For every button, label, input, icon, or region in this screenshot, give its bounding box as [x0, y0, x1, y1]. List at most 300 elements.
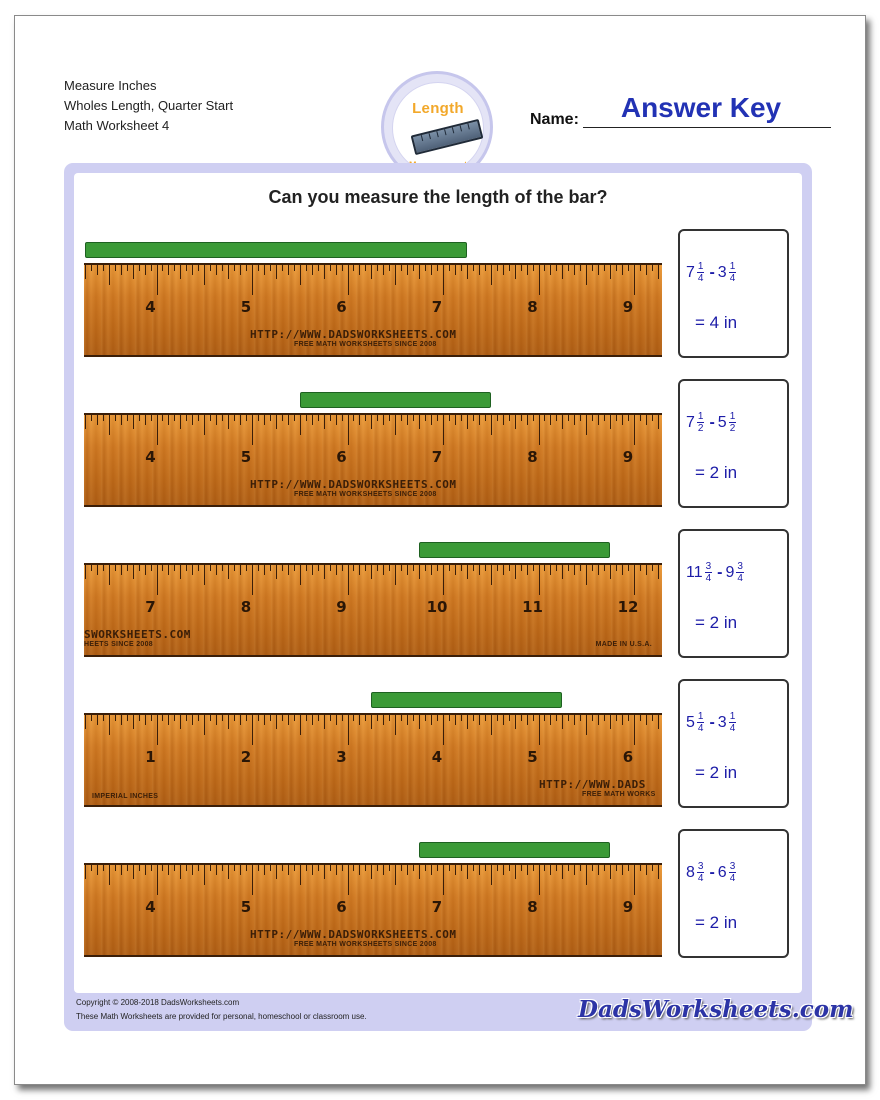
ruler-tick — [288, 565, 289, 575]
ruler-tick — [282, 415, 283, 421]
fraction-denominator: 4 — [697, 873, 704, 884]
ruler-tick — [622, 865, 623, 875]
ruler-tick — [568, 415, 569, 421]
ruler-tick — [586, 415, 587, 435]
answer-equation — [686, 261, 738, 284]
ruler-tick — [377, 865, 378, 871]
ruler-tick — [503, 715, 504, 725]
ruler-tick — [449, 865, 450, 871]
ruler-tick — [401, 715, 402, 721]
ruler-tick — [97, 715, 98, 725]
ruler-tick — [306, 565, 307, 571]
ruler-number: 4 — [145, 448, 156, 466]
ruler-tick — [270, 265, 271, 271]
ruler-tick — [168, 865, 169, 875]
ruler-tick — [294, 865, 295, 871]
ruler-tick — [634, 265, 635, 295]
ruler-tick — [652, 265, 653, 271]
ruler-tick — [109, 565, 110, 585]
ruler-tick — [145, 415, 146, 425]
ruler-tick — [533, 865, 534, 871]
ruler-tick — [610, 715, 611, 729]
ruler-number: 6 — [336, 298, 347, 316]
ruler-tick — [151, 415, 152, 421]
ruler-tick — [210, 715, 211, 721]
ruler-tick — [455, 715, 456, 725]
ruler-tick — [509, 865, 510, 871]
ruler-tick — [533, 415, 534, 421]
ruler-tick — [168, 265, 169, 275]
ruler-tick — [222, 715, 223, 721]
ruler-tick — [539, 565, 540, 595]
ruler-tick — [515, 865, 516, 879]
ruler-tick — [162, 715, 163, 721]
fraction-numerator: 1 — [697, 711, 704, 722]
ruler-tick — [365, 865, 366, 871]
ruler-tick — [85, 565, 86, 579]
ruler-tick — [515, 415, 516, 429]
ruler-tick — [598, 265, 599, 275]
ruler-tick — [210, 415, 211, 421]
ruler-tick — [186, 265, 187, 271]
ruler-url: SWORKSHEETS.COM — [84, 628, 191, 641]
ruler-tick — [485, 565, 486, 571]
ruler-tick — [127, 265, 128, 271]
ruler-tick — [240, 865, 241, 875]
ruler-tick — [574, 265, 575, 275]
ruler-tick — [658, 265, 659, 279]
ruler-tick — [270, 865, 271, 871]
ruler-tick — [491, 565, 492, 585]
ruler-tick — [467, 265, 468, 279]
name-line — [583, 127, 831, 128]
ruler-tick — [497, 715, 498, 721]
ruler-tick — [139, 865, 140, 871]
ruler-tick — [324, 865, 325, 879]
ruler-tick — [180, 415, 181, 429]
ruler-tick — [324, 415, 325, 429]
ruler-tick — [318, 865, 319, 871]
end-fraction — [697, 861, 705, 884]
ruler-tick — [312, 565, 313, 575]
wooden-ruler — [84, 413, 662, 507]
ruler-number: 3 — [336, 748, 347, 766]
ruler-tick — [300, 865, 301, 885]
ruler-tick — [210, 865, 211, 871]
ruler-number: 12 — [617, 598, 639, 616]
ruler-tick — [419, 715, 420, 729]
minus-sign: - — [709, 713, 715, 731]
end-whole: 11 — [686, 563, 703, 581]
ruler-tick — [359, 715, 360, 725]
ruler-tick — [234, 415, 235, 421]
ruler-tick — [467, 865, 468, 879]
ruler-tick — [85, 715, 86, 729]
ruler-tick — [527, 265, 528, 275]
ruler-tick — [180, 715, 181, 729]
ruler-tick — [455, 865, 456, 875]
ruler-tick — [174, 565, 175, 571]
ruler-tick — [497, 415, 498, 421]
ruler-tick — [449, 715, 450, 721]
ruler-tick — [413, 265, 414, 271]
ruler-tick — [246, 865, 247, 871]
ruler-tick — [389, 265, 390, 271]
ruler-tick — [395, 415, 396, 435]
ruler-tick — [133, 715, 134, 729]
ruler-tick — [342, 415, 343, 421]
ruler-tick — [115, 565, 116, 571]
ruler-tick — [431, 715, 432, 725]
ruler-tick — [598, 415, 599, 425]
ruler-tick — [258, 415, 259, 421]
ruler-tick — [658, 565, 659, 579]
ruler-tick — [246, 265, 247, 271]
ruler-tick — [180, 265, 181, 279]
ruler-tick — [580, 265, 581, 271]
ruler-imperial-label: IMPERIAL INCHES — [92, 793, 159, 800]
ruler-tick — [521, 565, 522, 571]
ruler-tick — [133, 265, 134, 279]
ruler-tick — [252, 865, 253, 895]
ruler-tick — [180, 565, 181, 579]
answer-equation — [686, 561, 746, 584]
ruler-tick — [336, 715, 337, 725]
ruler-tick — [109, 715, 110, 735]
ruler-number: 8 — [527, 898, 538, 916]
ruler-tick — [395, 565, 396, 585]
ruler-tick — [479, 565, 480, 575]
ruler-tick — [610, 415, 611, 429]
ruler-number: 5 — [240, 448, 252, 466]
ruler-tick — [162, 265, 163, 271]
ruler-tick — [282, 715, 283, 721]
ruler-tick — [294, 415, 295, 421]
ruler-tick — [383, 265, 384, 275]
ruler-tick — [419, 415, 420, 429]
ruler-tick — [294, 715, 295, 721]
ruler-tick — [610, 865, 611, 879]
ruler-tick — [312, 715, 313, 725]
answer-box — [678, 379, 789, 508]
ruler-tick — [270, 715, 271, 721]
ruler-tick — [485, 865, 486, 871]
ruler-tick — [258, 265, 259, 271]
start-fraction — [729, 411, 737, 434]
ruler-tick — [288, 415, 289, 425]
ruler-tick — [157, 715, 158, 745]
ruler-tick — [121, 265, 122, 275]
ruler-tick — [521, 265, 522, 271]
ruler-tick — [133, 565, 134, 579]
ruler-tick — [353, 265, 354, 271]
ruler-tick — [640, 565, 641, 571]
ruler-tick — [604, 565, 605, 571]
ruler-tick — [222, 265, 223, 271]
ruler-tick — [204, 865, 205, 885]
ruler-tick — [168, 415, 169, 425]
ruler-tick — [348, 415, 349, 445]
ruler-tick — [431, 265, 432, 275]
ruler-tick — [276, 565, 277, 579]
ruler-tick — [353, 865, 354, 871]
fraction-denominator: 4 — [705, 573, 712, 584]
ruler-tick — [616, 565, 617, 571]
ruler-tick — [586, 715, 587, 735]
ruler-tick — [324, 565, 325, 579]
ruler-tick — [616, 415, 617, 421]
wooden-ruler — [84, 263, 662, 357]
ruler-tick — [121, 715, 122, 725]
ruler-tick — [598, 565, 599, 575]
ruler-number: 6 — [622, 748, 634, 766]
ruler-tick — [539, 715, 540, 745]
ruler-tick — [252, 265, 253, 295]
fraction-numerator: 1 — [729, 261, 736, 272]
ruler-tick — [97, 415, 98, 425]
ruler-tick — [318, 415, 319, 421]
ruler-tick — [192, 265, 193, 275]
ruler-tick — [407, 565, 408, 575]
ruler-number: 8 — [527, 448, 538, 466]
ruler-tick — [121, 865, 122, 875]
ruler-tick — [491, 865, 492, 885]
ruler-tick — [443, 565, 444, 595]
ruler-tick — [204, 565, 205, 585]
ruler-tick — [509, 265, 510, 271]
ruler-tick — [592, 715, 593, 721]
start-fraction — [729, 861, 737, 884]
ruler-tick — [646, 565, 647, 575]
ruler-tick — [443, 265, 444, 295]
ruler-tick — [479, 865, 480, 875]
ruler-tick — [449, 415, 450, 421]
ruler-tick — [652, 865, 653, 871]
ruler-tick — [604, 865, 605, 871]
ruler-tick — [533, 715, 534, 721]
ruler-tick — [288, 265, 289, 275]
ruler-tick — [204, 715, 205, 735]
ruler-tick — [371, 265, 372, 279]
wooden-ruler — [84, 563, 662, 657]
ruler-tick — [318, 715, 319, 721]
ruler-tick — [198, 865, 199, 871]
ruler-tick — [228, 265, 229, 279]
ruler-tick — [568, 865, 569, 871]
ruler-tick — [491, 415, 492, 435]
answer-result: = 2 in — [695, 463, 738, 482]
ruler-tick — [377, 565, 378, 571]
ruler-tick — [455, 265, 456, 275]
end-fraction — [697, 411, 705, 434]
ruler-tick — [425, 415, 426, 421]
end-whole: 8 — [686, 863, 695, 881]
ruler-tick — [294, 265, 295, 271]
ruler-tick — [544, 865, 545, 871]
ruler-tagline: FREE MATH WORKSHEETS SINCE 2008 — [294, 491, 437, 498]
ruler-tick — [515, 715, 516, 729]
ruler-tick — [544, 565, 545, 571]
ruler-tick — [222, 415, 223, 421]
ruler-tick — [91, 265, 92, 271]
ruler-tick — [371, 865, 372, 879]
ruler-tick — [652, 415, 653, 421]
ruler-tick — [658, 865, 659, 879]
ruler-tick — [139, 715, 140, 721]
ruler-tick — [574, 865, 575, 875]
ruler-tick — [127, 865, 128, 871]
ruler-tick — [592, 565, 593, 571]
ruler-number: 6 — [336, 448, 347, 466]
answer-box — [678, 229, 789, 358]
ruler-tick — [324, 715, 325, 729]
ruler-tick — [246, 715, 247, 721]
ruler-tick — [240, 415, 241, 425]
fraction-denominator: 4 — [697, 273, 704, 284]
ruler-tick — [359, 565, 360, 575]
ruler-tick — [527, 565, 528, 575]
ruler-number: 5 — [240, 298, 252, 316]
ruler-tick — [162, 865, 163, 871]
end-whole: 5 — [686, 713, 695, 731]
ruler-tick — [592, 865, 593, 871]
ruler-url: HTTP://WWW.DADSWORKSHEETS.COM — [250, 928, 457, 941]
ruler-tick — [234, 715, 235, 721]
ruler-tick — [413, 715, 414, 721]
start-whole: 9 — [725, 563, 735, 581]
ruler-tick — [568, 265, 569, 271]
ruler-number: 2 — [240, 748, 252, 766]
ruler-tick — [252, 715, 253, 745]
ruler-tick — [395, 865, 396, 885]
ruler-tick — [246, 565, 247, 571]
ruler-tick — [586, 565, 587, 585]
ruler-tick — [395, 715, 396, 735]
ruler-tick — [365, 565, 366, 571]
ruler-tick — [240, 715, 241, 725]
start-fraction — [736, 561, 744, 584]
ruler-tick — [151, 265, 152, 271]
ruler-tick — [359, 415, 360, 425]
ruler-number: 11 — [522, 598, 543, 616]
ruler-tick — [425, 265, 426, 271]
ruler-tick — [556, 715, 557, 721]
ruler-tick — [628, 565, 629, 571]
ruler-tick — [127, 415, 128, 421]
ruler-tick — [413, 565, 414, 571]
ruler-tick — [91, 715, 92, 721]
ruler-tick — [276, 865, 277, 879]
ruler-number: 7 — [431, 298, 443, 316]
ruler-tick — [431, 565, 432, 575]
ruler-tick — [425, 715, 426, 721]
ruler-tick — [336, 415, 337, 425]
ruler-tick — [407, 415, 408, 425]
ruler-tick — [258, 565, 259, 571]
ruler-tick — [97, 865, 98, 875]
fraction-denominator: 4 — [697, 723, 704, 734]
wooden-ruler — [84, 713, 662, 807]
answer-equation — [686, 861, 738, 884]
ruler-number: 5 — [240, 898, 252, 916]
ruler-tick — [300, 715, 301, 735]
ruler-tick — [383, 565, 384, 575]
ruler-tick — [342, 265, 343, 271]
ruler-tick — [97, 565, 98, 575]
ruler-tick — [258, 715, 259, 721]
ruler-tick — [330, 565, 331, 571]
ruler-tick — [85, 865, 86, 879]
ruler-tick — [115, 865, 116, 871]
ruler-made-in: MADE IN U.S.A. — [595, 641, 652, 648]
ruler-tick — [330, 865, 331, 871]
ruler-tick — [300, 415, 301, 435]
ruler-tick — [479, 415, 480, 425]
ruler-tick — [467, 565, 468, 579]
ruler-tick — [389, 565, 390, 571]
ruler-tick — [640, 715, 641, 721]
ruler-tick — [174, 415, 175, 421]
ruler-tick — [359, 865, 360, 875]
ruler-tick — [157, 415, 158, 445]
ruler-tick — [228, 865, 229, 879]
fraction-numerator: 3 — [697, 861, 704, 872]
ruler-tick — [103, 415, 104, 421]
ruler-tick — [162, 565, 163, 571]
ruler-tick — [461, 265, 462, 271]
ruler-tick — [246, 415, 247, 421]
ruler-tick — [85, 415, 86, 429]
ruler-tick — [264, 265, 265, 275]
fraction-denominator: 4 — [729, 873, 736, 884]
answer-key-title: Answer Key — [620, 92, 782, 123]
ruler-tick — [527, 715, 528, 725]
measure-bar — [371, 692, 562, 708]
ruler-tick — [133, 865, 134, 879]
fraction-numerator: 3 — [737, 561, 743, 572]
ruler-tick — [383, 715, 384, 725]
ruler-tick — [550, 265, 551, 275]
ruler-number: 5 — [527, 748, 538, 766]
ruler-tick — [461, 415, 462, 421]
ruler-tick — [151, 865, 152, 871]
ruler-tick — [491, 715, 492, 735]
ruler-tick — [174, 265, 175, 271]
ruler-tick — [640, 865, 641, 871]
ruler-tick — [103, 565, 104, 571]
ruler-tick — [306, 865, 307, 871]
ruler-tick — [365, 715, 366, 721]
answer-equation — [686, 411, 738, 434]
ruler-tick — [145, 715, 146, 725]
ruler-tick — [330, 715, 331, 721]
fraction-numerator: 3 — [729, 861, 736, 872]
end-whole: 7 — [686, 263, 695, 281]
ruler-number: 8 — [527, 298, 538, 316]
ruler-tick — [568, 565, 569, 571]
ruler-tick — [562, 865, 563, 879]
ruler-tick — [353, 415, 354, 421]
ruler-tick — [240, 265, 241, 275]
ruler-tagline: HEETS SINCE 2008 — [84, 641, 153, 648]
ruler-tick — [383, 865, 384, 875]
ruler-tick — [634, 565, 635, 595]
ruler-tick — [270, 415, 271, 421]
ruler-tick — [282, 565, 283, 571]
ruler-tick — [252, 565, 253, 595]
answer-result: = 4 in — [695, 313, 738, 332]
ruler-tick — [377, 265, 378, 271]
